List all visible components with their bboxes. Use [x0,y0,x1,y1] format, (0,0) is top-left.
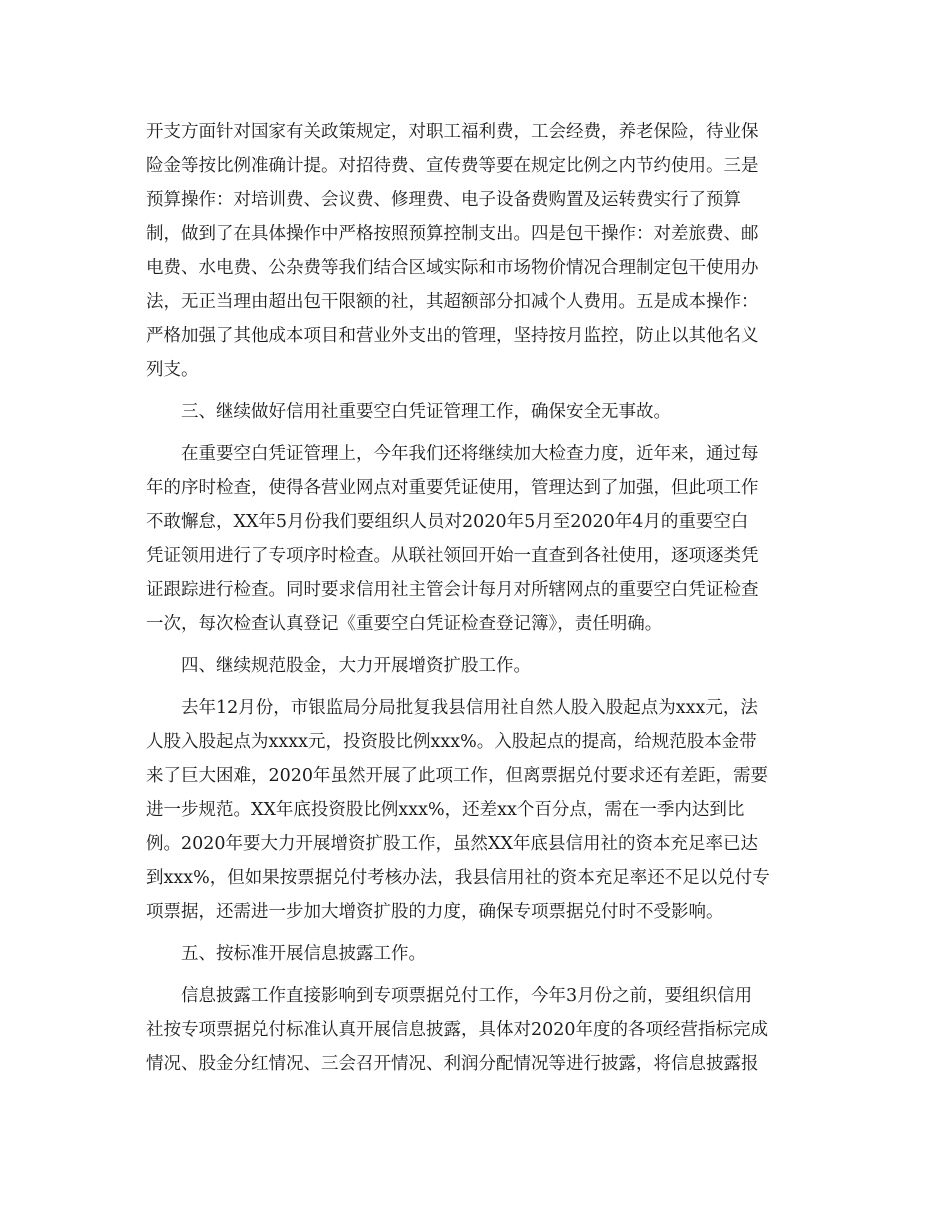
text-line: 在重要空白凭证管理上，今年我们还将继续加大检查力度，近年来，通过每 [181,444,759,464]
text-line: 社按专项票据兑付标准认真开展信息披露，具体对2020年度的各项经营指标完成 [146,1020,769,1040]
text-line: 凭证领用进行了专项序时检查。从联社领回开始一直查到各社使用，逐项逐类凭 [146,546,759,566]
text-line: 严格加强了其他成本项目和营业外支出的管理，坚持按月监控，防止以其他名义 [146,326,759,346]
section-heading: 三、继续做好信用社重要空白凭证管理工作，确保安全无事故。 [181,402,671,422]
text-line: 到xxx%，但如果按票据兑付考核办法，我县信用社的资本充足率还不足以兑付专 [146,868,770,888]
text-line: 列支。 [146,360,199,380]
text-line: 项票据，还需进一步加大增资扩股的力度，确保专项票据兑付时不受影响。 [146,902,724,922]
section-heading: 四、继续规范股金，大力开展增资扩股工作。 [181,656,531,676]
text-line: 年的序时检查，使得各营业网点对重要凭证使用，管理达到了加强，但此项工作 [146,478,759,498]
text-line: 电费、水电费、公杂费等我们结合区域实际和市场物价情况合理制定包干使用办 [146,258,759,278]
text-line: 预算操作：对培训费、会议费、修理费、电子设备费购置及运转费实行了预算 [146,190,741,210]
text-line: 例。2020年要大力开展增资扩股工作，虽然XX年底县信用社的资本充足率已达 [146,834,758,854]
section-heading: 五、按标准开展信息披露工作。 [181,944,426,964]
text-line: 开支方面针对国家有关政策规定，对职工福利费，工会经费，养老保险，待业保 [146,122,759,142]
text-line: 险金等按比例准确计提。对招待费、宣传费等要在规定比例之内节约使用。三是 [146,156,759,176]
text-line: 法，无正当理由超出包干限额的社，其超额部分扣减个人费用。五是成本操作： [146,292,759,312]
text-line: 制，做到了在具体操作中严格按照预算控制支出。四是包干操作：对差旅费、邮 [146,224,759,244]
text-line: 进一步规范。XX年底投资股比例xxx%，还差xx个百分点，需在一季内达到比 [146,800,745,820]
text-line: 信息披露工作直接影响到专项票据兑付工作，今年3月份之前，要组织信用 [181,986,753,1006]
text-line: 人股入股起点为xxxx元，投资股比例xxx%。入股起点的提高，给规范股本金带 [146,732,757,752]
text-line: 一次，每次检查认真登记《重要空白凭证检查登记簿》，责任明确。 [146,614,663,634]
text-line: 去年12月份，市银监局分局批复我县信用社自然人股入股起点为xxx元，法 [181,698,758,718]
text-line: 来了巨大困难，2020年虽然开展了此项工作，但离票据兑付要求还有差距，需要 [146,766,769,786]
text-line: 证跟踪进行检查。同时要求信用社主管会计每月对所辖网点的重要空白凭证检查 [146,580,759,600]
text-line: 不敢懈怠，XX年5月份我们要组织人员对2020年5月至2020年4月的重要空白 [146,512,749,532]
text-line: 情况、股金分红情况、三会召开情况、利润分配情况等进行披露，将信息披露报 [146,1054,759,1074]
